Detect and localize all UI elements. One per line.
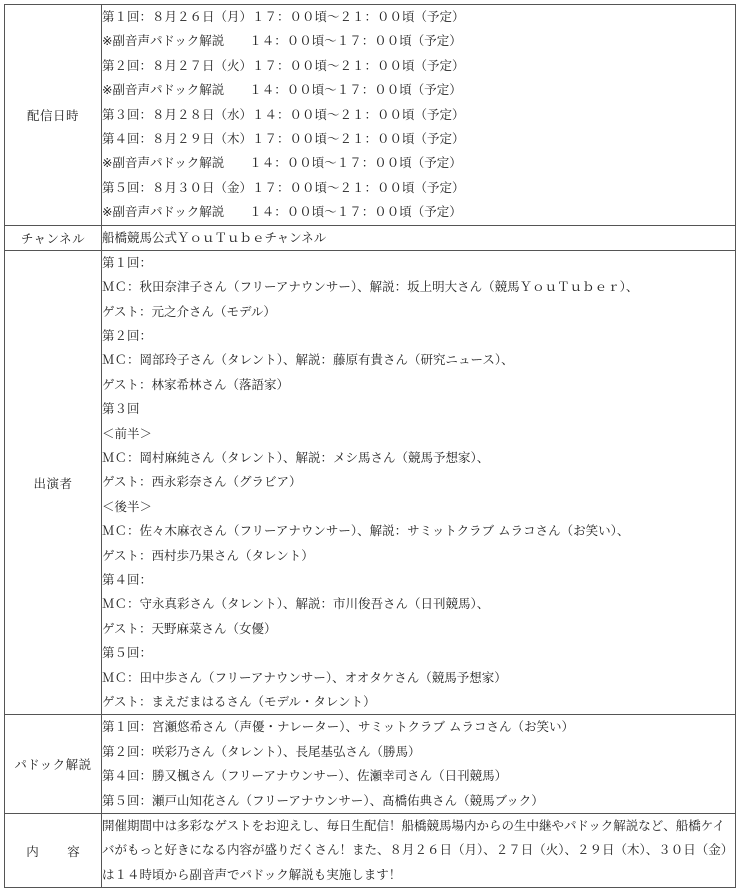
schedule-line: ※副音声パドック解説 １４：００頃～１７：００頃（予定） [102,33,462,49]
performer-line: 第５回： [102,645,153,661]
schedule-line: 第３回：８月２８日（水）１４：００頃～２１：００頃（予定） [102,106,465,122]
paddock-label: パドック解説 [5,715,102,814]
schedule-row [5,5,736,226]
details-text: 開催期間中は多彩なゲストをお迎えし、毎日生配信！船橋競馬場内からの生中継やパドック解説など、船橋ケイバがもっと好きになる内容が盛りだくさん！また、８月２６日（月）、２７日（火）、２９日（木）、３０日（金）は１４時頃から副音声でパドック解説も実施します！ [102,817,728,882]
performer-line: 第３回 [102,401,140,417]
performer-line: 第４回： [102,571,153,587]
performer-line: ＭＣ：田中歩さん（フリーアナウンサー）、オオタケさん（競馬予想家） [102,669,507,685]
details-cell [102,813,736,888]
schedule-line: ※副音声パドック解説 １４：００頃～１７：００頃（予定） [102,82,462,98]
performer-line: 第１回： [102,254,153,270]
channel-cell [102,225,736,250]
performer-line: ゲスト：林家希林さん（落語家） [102,376,290,392]
paddock-row [5,715,736,814]
schedule-line: 第１回：８月２６日（月）１７：００頃～２１：００頃（予定） [102,9,465,24]
performers-row [5,250,736,714]
paddock-line: 第１回：宮瀬悠希さん（声優・ナレーター）、サミットクラブ ムラコさん（お笑い） [102,719,574,735]
performer-line: ＜前半＞ [102,425,153,441]
paddock-line: 第４回：勝又楓さん（フリーアナウンサー）、佐瀬幸司さん（日刊競馬） [102,768,508,784]
schedule-label: 配信日時 [5,5,102,226]
channel-label: チャンネル [5,225,102,250]
paddock-cell [102,715,736,814]
schedule-line: 第４回：８月２９日（木）１７：００頃～２１：００頃（予定） [102,130,465,146]
schedule-line: ※副音声パドック解説 １４：００頃～１７：００頃（予定） [102,204,462,220]
schedule-line: ※副音声パドック解説 １４：００頃～１７：００頃（予定） [102,155,462,171]
details-label: 内 容 [5,813,102,888]
paddock-line: 第２回：咲彩乃さん（タレント）、長尾基弘さん（勝馬） [102,743,421,759]
performer-line: ゲスト：まえだまはるさん（モデル・タレント） [102,693,376,709]
broadcast-info-table [4,4,736,888]
performer-line: ＭＣ：守永真彩さん（タレント）、解説：市川俊吾さん（日刊競馬）、 [102,596,490,612]
schedule-line: 第５回：８月３０日（金）１７：００頃～２１：００頃（予定） [102,179,465,195]
channel-value: 船橋競馬公式ＹｏｕＴｕｂｅチャンネル [102,229,327,245]
performer-line: ＭＣ：秋田奈津子さん（フリーアナウンサー）、解説：坂上明大さん（競馬ＹｏｕＴｕｂｅｒ）、 [102,279,639,295]
paddock-line: 第５回：瀬戸山知花さん（フリーアナウンサー）、髙橋佑典さん（競馬ブック） [102,792,544,808]
performer-line: ゲスト：元之介さん（モデル） [102,303,276,319]
schedule-line: 第２回：８月２７日（火）１７：００頃～２１：００頃（予定） [102,57,465,73]
performer-line: ＭＣ：岡村麻純さん（タレント）、解説：メシ馬さん（競馬予想家）、 [102,450,490,466]
performer-line: ＭＣ：佐々木麻衣さん（フリーアナウンサー）、解説：サミットクラブ ムラコさん（お笑い）、 [102,523,630,539]
performer-line: ゲスト：西永彩奈さん（グラビア） [102,474,302,490]
performer-line: ＜後半＞ [102,498,153,514]
performer-line: ゲスト：天野麻菜さん（女優） [102,620,277,636]
details-row [5,813,736,888]
performer-line: 第２回： [102,328,153,344]
performers-cell [102,250,736,714]
channel-row [5,225,736,250]
performers-label: 出演者 [5,250,102,714]
performer-line: ゲスト：西村歩乃果さん（タレント） [102,547,314,563]
performer-line: ＭＣ：岡部玲子さん（タレント）、解説：藤原有貴さん（研究ニュース）、 [102,352,514,368]
schedule-cell [102,5,736,226]
